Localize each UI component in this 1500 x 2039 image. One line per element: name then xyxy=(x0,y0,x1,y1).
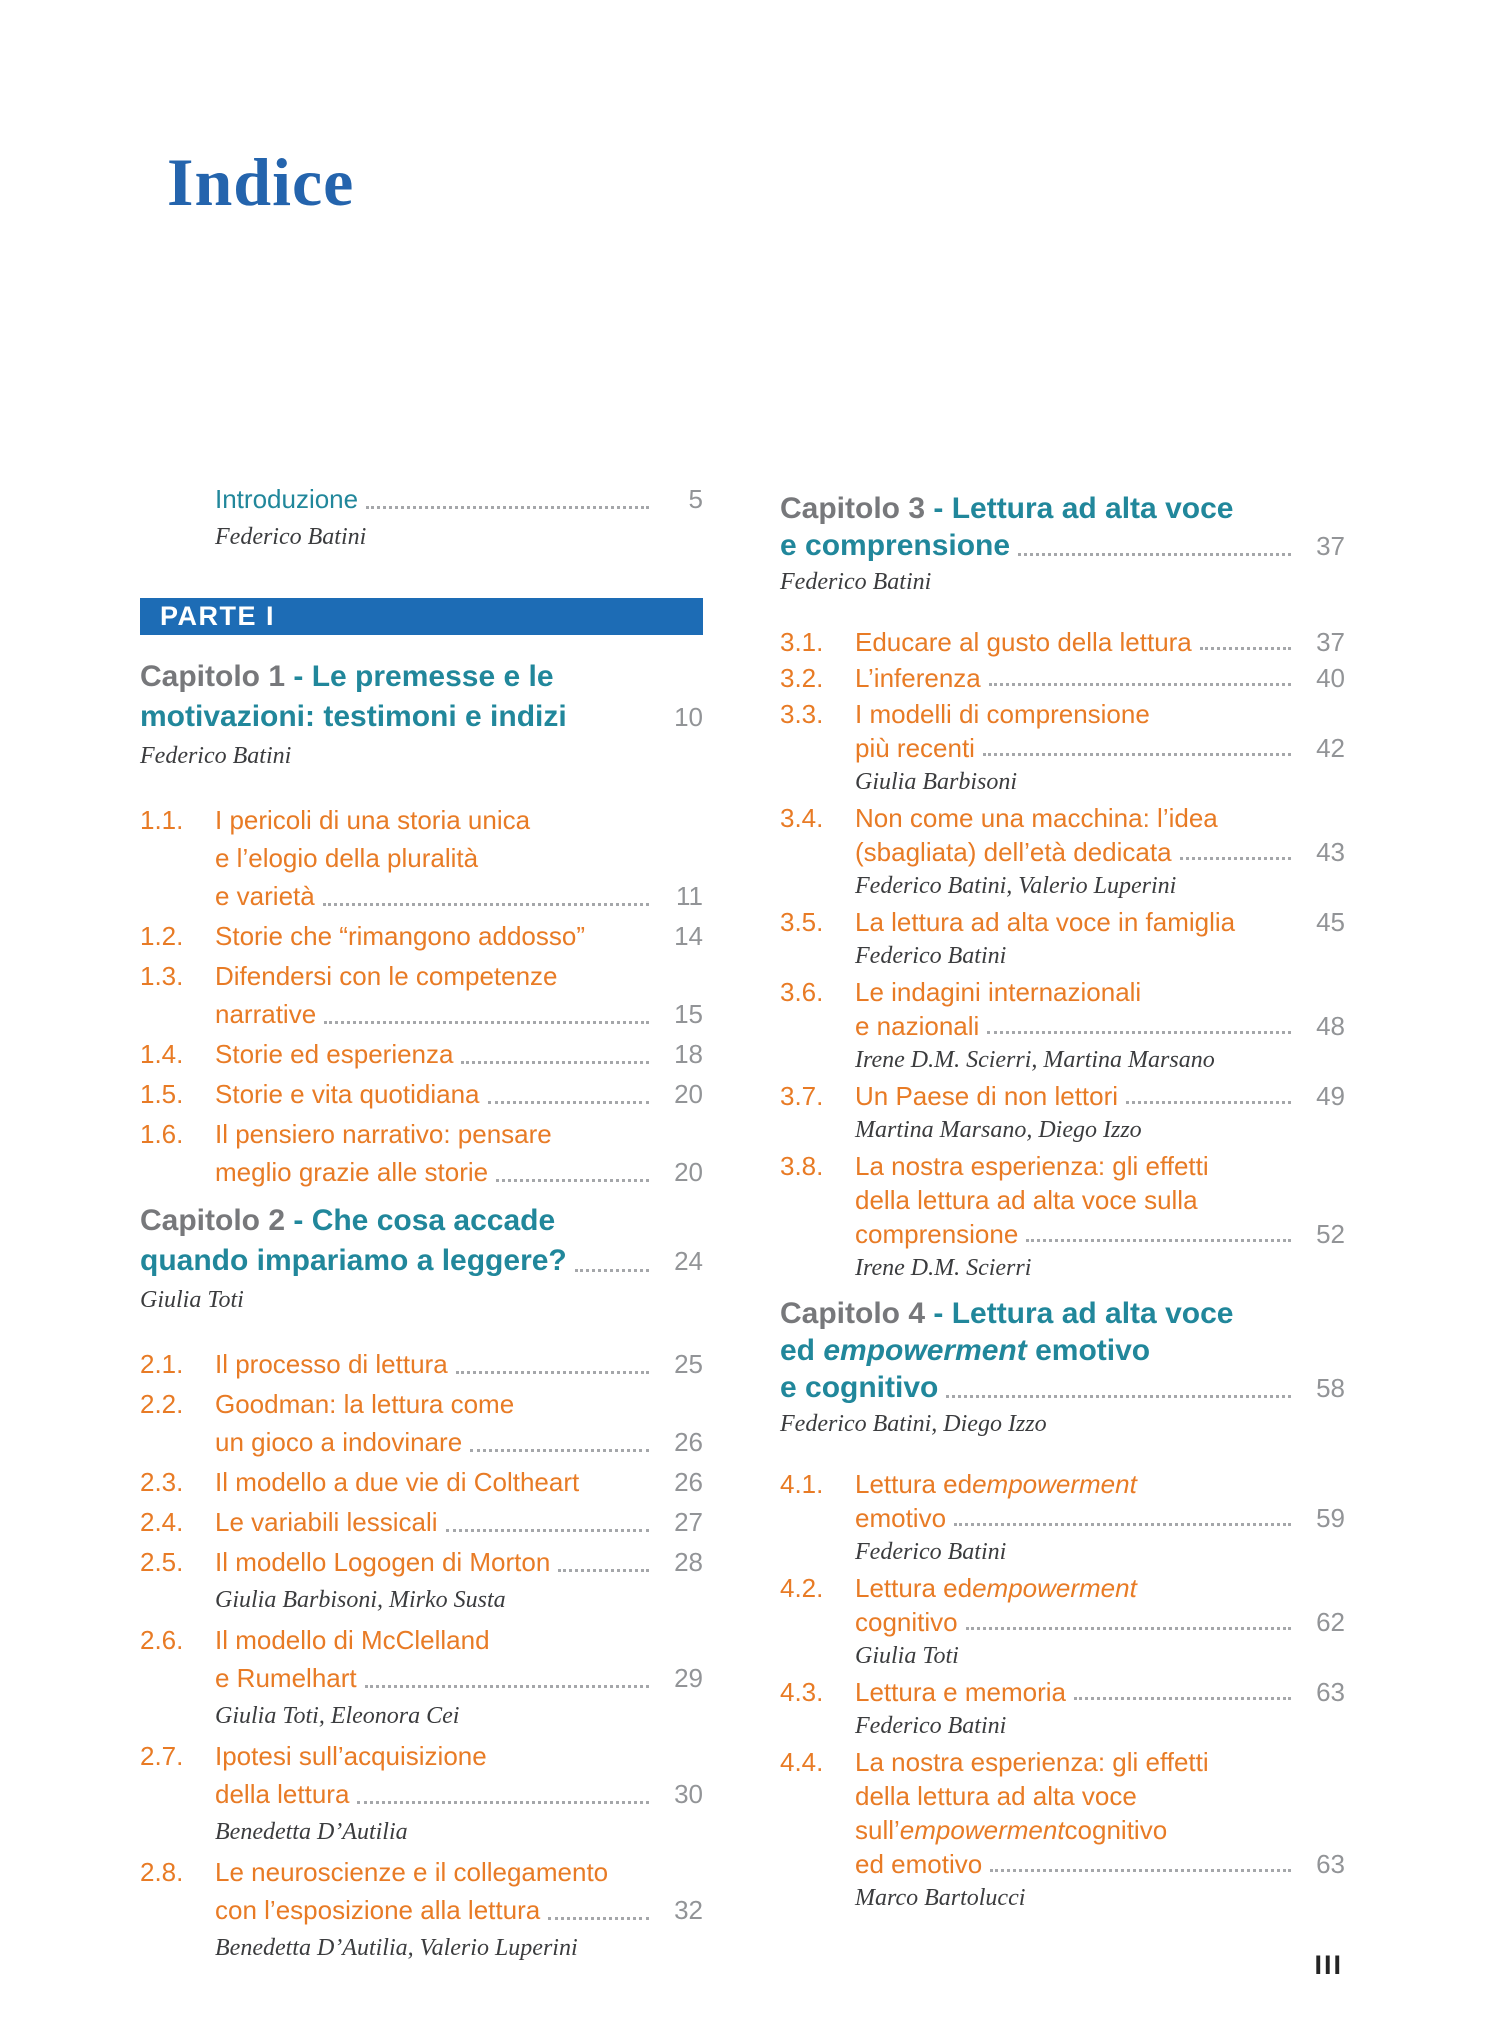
page-number: 58 xyxy=(1316,1373,1345,1403)
chapter-separator: - xyxy=(925,492,952,525)
section-number: 4.1. xyxy=(780,1469,824,1499)
entry-line xyxy=(215,1153,703,1191)
page-number: 18 xyxy=(674,1039,703,1069)
section-list xyxy=(780,625,1345,1285)
entry-body xyxy=(215,1115,703,1191)
chapter-separator: - xyxy=(285,660,312,693)
entry-text xyxy=(140,697,567,737)
page-number: 30 xyxy=(674,1779,703,1809)
dot-leader xyxy=(989,683,1291,686)
chapter-entry xyxy=(140,657,703,775)
toc-entry xyxy=(780,1149,1345,1285)
entry-text: narrative xyxy=(215,999,317,1029)
entry-text: e Rumelhart xyxy=(215,1663,357,1693)
toc-entry-introduction xyxy=(140,480,703,556)
entry-body xyxy=(215,801,703,915)
entry-line: della lettura ad alta voce sulla xyxy=(855,1185,1198,1215)
section-list xyxy=(780,1467,1345,1915)
toc-entry xyxy=(140,957,703,1033)
toc-entry xyxy=(780,1467,1345,1569)
chapter-entry xyxy=(780,490,1345,599)
section-number: 2.1. xyxy=(140,1349,184,1379)
entry-body xyxy=(215,1035,703,1073)
author-name: Federico Batini xyxy=(855,943,1007,969)
page-number: 26 xyxy=(674,1427,703,1457)
toc-entry xyxy=(780,1079,1345,1147)
page-number: 11 xyxy=(676,881,703,911)
dot-leader xyxy=(987,1031,1291,1034)
section-number: 4.4. xyxy=(780,1747,824,1777)
entry-line xyxy=(215,1503,703,1541)
entry-line: Lettura ed empowerment xyxy=(855,1469,1137,1499)
entry-text: Storie e vita quotidiana xyxy=(215,1079,480,1109)
chapter-title: e comprensione xyxy=(780,529,1011,562)
section-list xyxy=(140,1345,703,1967)
entry-body xyxy=(215,1385,703,1461)
chapter-title: e cognitivo xyxy=(780,1371,939,1404)
chapter-label: Capitolo 1 xyxy=(140,660,286,693)
page-number: 26 xyxy=(674,1467,703,1497)
section-number: 3.1. xyxy=(780,627,824,657)
entry-text: con l’esposizione alla lettura xyxy=(215,1895,541,1925)
toc-entry xyxy=(140,917,703,955)
entry-line xyxy=(215,1075,703,1113)
entry-line xyxy=(780,1332,1345,1369)
dot-leader xyxy=(323,903,649,906)
toc-entry xyxy=(780,801,1345,903)
toc-entry xyxy=(140,1621,703,1735)
dot-leader xyxy=(990,1869,1291,1872)
chapter-label: Capitolo 2 xyxy=(140,1204,286,1237)
author-name: Giulia Toti xyxy=(855,1643,959,1669)
entry-line: Non come una macchina: l’idea xyxy=(855,803,1218,833)
entry-line: Difendersi con le competenze xyxy=(215,961,558,991)
entry-line xyxy=(215,1463,703,1501)
entry-line xyxy=(215,1423,703,1461)
dot-leader xyxy=(470,1449,649,1452)
dot-leader xyxy=(365,1685,649,1688)
entry-line: sull’ empowerment cognitivo xyxy=(855,1815,1168,1845)
section-number: 1.2. xyxy=(140,921,184,951)
dot-leader xyxy=(366,506,649,509)
page-number: 52 xyxy=(1316,1219,1345,1249)
section-number: 1.1. xyxy=(140,805,184,835)
dot-leader xyxy=(966,1627,1291,1630)
chapter-separator: - xyxy=(285,1204,312,1237)
section-number: 1.3. xyxy=(140,961,184,991)
entry-line xyxy=(855,1217,1345,1251)
section-list xyxy=(140,801,703,1191)
section-number: 4.2. xyxy=(780,1573,824,1603)
page-number: 48 xyxy=(1316,1011,1345,1041)
page-number: 37 xyxy=(1316,627,1345,657)
chapter-title: Lettura ad alta voce xyxy=(951,492,1234,525)
page-number: 28 xyxy=(674,1547,703,1577)
chapter-title: Lettura ad alta voce xyxy=(951,1297,1234,1330)
entry-line xyxy=(215,1035,703,1073)
section-number: 4.3. xyxy=(780,1677,824,1707)
page-number: 45 xyxy=(1316,907,1345,937)
author-name: Federico Batini, Diego Izzo xyxy=(780,1411,1047,1437)
author-name: Federico Batini xyxy=(140,743,292,769)
toc-entry xyxy=(140,1543,703,1619)
toc-entry xyxy=(140,1345,703,1383)
entry-line xyxy=(855,625,1345,659)
entry-text xyxy=(780,1369,938,1406)
chapter-label: Capitolo 3 xyxy=(780,492,926,525)
entry-line xyxy=(140,1201,703,1241)
entry-body xyxy=(855,975,1345,1077)
section-number: 2.2. xyxy=(140,1389,184,1419)
entry-line xyxy=(855,1501,1345,1535)
author-name: Giulia Barbisoni, Mirko Susta xyxy=(215,1587,506,1613)
folio-page-number: III xyxy=(1314,1950,1343,1980)
toc-column-left xyxy=(140,480,703,1969)
page-number: 20 xyxy=(674,1079,703,1109)
toc-entry xyxy=(780,1745,1345,1915)
entry-text: Educare al gusto della lettura xyxy=(855,627,1192,657)
entry-line xyxy=(855,1079,1345,1113)
author-name: Federico Batini xyxy=(855,1713,1007,1739)
author-name: Benedetta D’Autilia xyxy=(215,1819,408,1845)
entry-line: Le indagini internazionali xyxy=(855,977,1142,1007)
entry-body xyxy=(215,1075,703,1113)
entry-text xyxy=(215,480,358,518)
entry-text: Il modello Logogen di Morton xyxy=(215,1547,551,1577)
entry-body xyxy=(855,1571,1345,1673)
toc-entry xyxy=(780,905,1345,973)
toc-entry xyxy=(140,1737,703,1851)
entry-body xyxy=(855,1079,1345,1147)
chapter-entry xyxy=(780,1295,1345,1441)
section-number: 3.2. xyxy=(780,663,824,693)
entry-line: Il modello di McClelland xyxy=(215,1625,490,1655)
entry-line xyxy=(140,657,703,697)
entry-line: Il pensiero narrativo: pensare xyxy=(215,1119,552,1149)
entry-line: I pericoli di una storia unica xyxy=(215,805,531,835)
page-number: 40 xyxy=(1316,663,1345,693)
entry-line xyxy=(780,1295,1345,1332)
page-number: 27 xyxy=(674,1507,703,1537)
author-name: Irene D.M. Scierri, Martina Marsano xyxy=(855,1047,1215,1073)
dot-leader xyxy=(1026,1239,1291,1242)
section-number: 1.5. xyxy=(140,1079,184,1109)
entry-text: un gioco a indovinare xyxy=(215,1427,463,1457)
toc-entry xyxy=(780,625,1345,659)
toc-entry xyxy=(780,697,1345,799)
chapter-title: quando impariamo a leggere? xyxy=(140,1244,567,1277)
entry-body xyxy=(215,1853,703,1967)
entry-line xyxy=(855,905,1345,939)
entry-line: Ipotesi sull’acquisizione xyxy=(215,1741,487,1771)
chapter-separator: - xyxy=(925,1297,952,1330)
dot-leader xyxy=(946,1395,1291,1398)
entry-line xyxy=(855,661,1345,695)
author-name: Giulia Toti xyxy=(140,1287,244,1313)
page-number: 20 xyxy=(674,1157,703,1187)
entry-body xyxy=(215,1463,703,1501)
entry-text: (sbagliata) dell’età dedicata xyxy=(855,837,1172,867)
chapter-title: Che cosa accade xyxy=(311,1204,556,1237)
page-number: 63 xyxy=(1316,1677,1345,1707)
entry-line xyxy=(855,731,1345,765)
entry-body xyxy=(855,1149,1345,1285)
author-name: Federico Batini xyxy=(780,569,932,595)
author-name: Irene D.M. Scierri xyxy=(855,1255,1032,1281)
dot-leader xyxy=(575,1269,649,1272)
entry-line: della lettura ad alta voce xyxy=(855,1781,1137,1811)
dot-leader xyxy=(1074,1697,1291,1700)
dot-leader xyxy=(954,1523,1291,1526)
section-number: 2.8. xyxy=(140,1857,184,1887)
page-number: 10 xyxy=(674,702,703,732)
entry-body xyxy=(215,917,703,955)
author-name: Giulia Barbisoni xyxy=(855,769,1018,795)
entry-text xyxy=(140,1241,567,1281)
entry-text: Le variabili lessicali xyxy=(215,1507,438,1537)
author-name: Benedetta D’Autilia, Valerio Luperini xyxy=(215,1935,578,1961)
dot-leader xyxy=(461,1061,649,1064)
section-number: 3.8. xyxy=(780,1151,824,1181)
toc-entry xyxy=(140,1853,703,1967)
toc-entry xyxy=(140,1115,703,1191)
entry-line xyxy=(215,1775,703,1813)
entry-text: emotivo xyxy=(855,1503,947,1533)
entry-text: più recenti xyxy=(855,733,975,763)
section-number: 3.3. xyxy=(780,699,824,729)
entry-body xyxy=(855,625,1345,659)
page-number: 37 xyxy=(1316,531,1345,561)
entry-line xyxy=(215,877,703,915)
entry-text xyxy=(780,527,1010,564)
toc-entry xyxy=(780,975,1345,1077)
page-number: 15 xyxy=(674,999,703,1029)
dot-leader xyxy=(548,1917,649,1920)
entry-line xyxy=(215,1891,703,1929)
section-number: 3.5. xyxy=(780,907,824,937)
chapter-entry xyxy=(140,1201,703,1319)
entry-text: e varietà xyxy=(215,881,315,911)
section-number: 3.4. xyxy=(780,803,824,833)
page-number: 14 xyxy=(674,921,703,951)
toc-entry xyxy=(780,661,1345,695)
entry-title: Introduzione xyxy=(215,484,359,514)
section-number: 3.6. xyxy=(780,977,824,1007)
entry-line: I modelli di comprensione xyxy=(855,699,1150,729)
entry-body xyxy=(855,1467,1345,1569)
toc-entry xyxy=(140,801,703,915)
entry-text: Storie che “rimangono addosso” xyxy=(215,921,585,951)
chapter-label: Capitolo 4 xyxy=(780,1297,926,1330)
page-number: 24 xyxy=(674,1246,703,1276)
section-number: 1.6. xyxy=(140,1119,184,1149)
entry-line xyxy=(215,917,703,955)
page-number: 63 xyxy=(1316,1849,1345,1879)
entry-body xyxy=(855,1675,1345,1743)
entry-body xyxy=(215,480,703,556)
part-banner: PARTE I xyxy=(140,598,703,635)
dot-leader xyxy=(558,1569,649,1572)
entry-line: La nostra esperienza: gli effetti xyxy=(855,1747,1209,1777)
entry-line xyxy=(215,1543,703,1581)
entry-line xyxy=(855,1847,1345,1881)
entry-line: Goodman: la lettura come xyxy=(215,1389,515,1419)
toc-entry xyxy=(140,1035,703,1073)
entry-line xyxy=(780,527,1345,565)
page-number: 42 xyxy=(1316,733,1345,763)
section-number: 1.4. xyxy=(140,1039,184,1069)
chapter-title: ed empowerment emotivo xyxy=(780,1334,1151,1367)
page-number: 25 xyxy=(674,1349,703,1379)
dot-leader xyxy=(983,753,1291,756)
entry-line xyxy=(780,490,1345,527)
author-name: Giulia Toti, Eleonora Cei xyxy=(215,1703,460,1729)
author-name: Martina Marsano, Diego Izzo xyxy=(855,1117,1142,1143)
entry-text: cognitivo xyxy=(855,1607,958,1637)
entry-line xyxy=(780,1369,1345,1407)
entry-body xyxy=(215,1503,703,1541)
page-number: 5 xyxy=(688,484,703,514)
page-number: 29 xyxy=(674,1663,703,1693)
entry-line: La nostra esperienza: gli effetti xyxy=(855,1151,1209,1181)
entry-text: Un Paese di non lettori xyxy=(855,1081,1119,1111)
entry-line: Lettura ed empowerment xyxy=(855,1573,1137,1603)
entry-text: Il processo di lettura xyxy=(215,1349,448,1379)
section-number: 2.4. xyxy=(140,1507,184,1537)
toc-column-right xyxy=(780,480,1345,1917)
entry-body xyxy=(855,661,1345,695)
toc-entry xyxy=(780,1571,1345,1673)
entry-body xyxy=(855,1745,1345,1915)
page-number: 43 xyxy=(1316,837,1345,867)
entry-body xyxy=(215,957,703,1033)
toc-entry xyxy=(140,1385,703,1461)
entry-line xyxy=(140,697,703,737)
toc-entry xyxy=(140,1503,703,1541)
entry-line xyxy=(855,1009,1345,1043)
dot-leader xyxy=(496,1179,649,1182)
entry-line xyxy=(215,995,703,1033)
entry-body xyxy=(855,697,1345,799)
page-number: 59 xyxy=(1316,1503,1345,1533)
page-number: 62 xyxy=(1316,1607,1345,1637)
dot-leader xyxy=(357,1801,649,1804)
entry-line xyxy=(140,1241,703,1281)
dot-leader xyxy=(456,1371,649,1374)
entry-line: Le neuroscienze e il collegamento xyxy=(215,1857,609,1887)
dot-leader xyxy=(1018,553,1291,556)
author-name: Federico Batini, Valerio Luperini xyxy=(855,873,1177,899)
entry-line xyxy=(215,1659,703,1697)
dot-leader xyxy=(1180,857,1291,860)
toc-entry xyxy=(140,1463,703,1501)
entry-body xyxy=(215,1737,703,1851)
entry-text: La lettura ad alta voce in famiglia xyxy=(855,907,1236,937)
dot-leader xyxy=(324,1021,649,1024)
entry-text: Lettura e memoria xyxy=(855,1677,1066,1707)
page-number: 49 xyxy=(1316,1081,1345,1111)
entry-line xyxy=(215,480,703,518)
entry-line: e l’elogio della pluralità xyxy=(215,843,479,873)
page-number: 32 xyxy=(674,1895,703,1925)
entry-line xyxy=(855,1675,1345,1709)
entry-line xyxy=(215,1345,703,1383)
entry-text: della lettura xyxy=(215,1779,350,1809)
entry-text: meglio grazie alle storie xyxy=(215,1157,489,1187)
entry-body xyxy=(855,801,1345,903)
section-number: 2.5. xyxy=(140,1547,184,1577)
page-title: Indice xyxy=(167,144,355,220)
entry-text: e nazionali xyxy=(855,1011,980,1041)
section-number: 2.7. xyxy=(140,1741,184,1771)
section-number: 2.3. xyxy=(140,1467,184,1497)
chapter-title: Le premesse e le xyxy=(311,660,554,693)
toc-entry xyxy=(780,1675,1345,1743)
entry-body xyxy=(215,1543,703,1619)
dot-leader xyxy=(446,1529,649,1532)
section-number: 2.6. xyxy=(140,1625,184,1655)
dot-leader xyxy=(1126,1101,1291,1104)
author-name: Federico Batini xyxy=(855,1539,1007,1565)
entry-text: comprensione xyxy=(855,1219,1019,1249)
author-name: Marco Bartolucci xyxy=(855,1885,1026,1911)
entry-body xyxy=(215,1621,703,1735)
chapter-title: motivazioni: testimoni e indizi xyxy=(140,700,567,733)
entry-text: Storie ed esperienza xyxy=(215,1039,454,1069)
section-number: 3.7. xyxy=(780,1081,824,1111)
entry-text: Il modello a due vie di Coltheart xyxy=(215,1467,580,1497)
entry-line xyxy=(855,1605,1345,1639)
dot-leader xyxy=(1200,647,1291,650)
dot-leader xyxy=(488,1101,649,1104)
entry-body xyxy=(215,1345,703,1383)
entry-line xyxy=(855,835,1345,869)
entry-body xyxy=(855,905,1345,973)
entry-text: ed emotivo xyxy=(855,1849,983,1879)
author-name: Federico Batini xyxy=(215,524,367,550)
entry-text: L’inferenza xyxy=(855,663,981,693)
toc-entry xyxy=(140,1075,703,1113)
